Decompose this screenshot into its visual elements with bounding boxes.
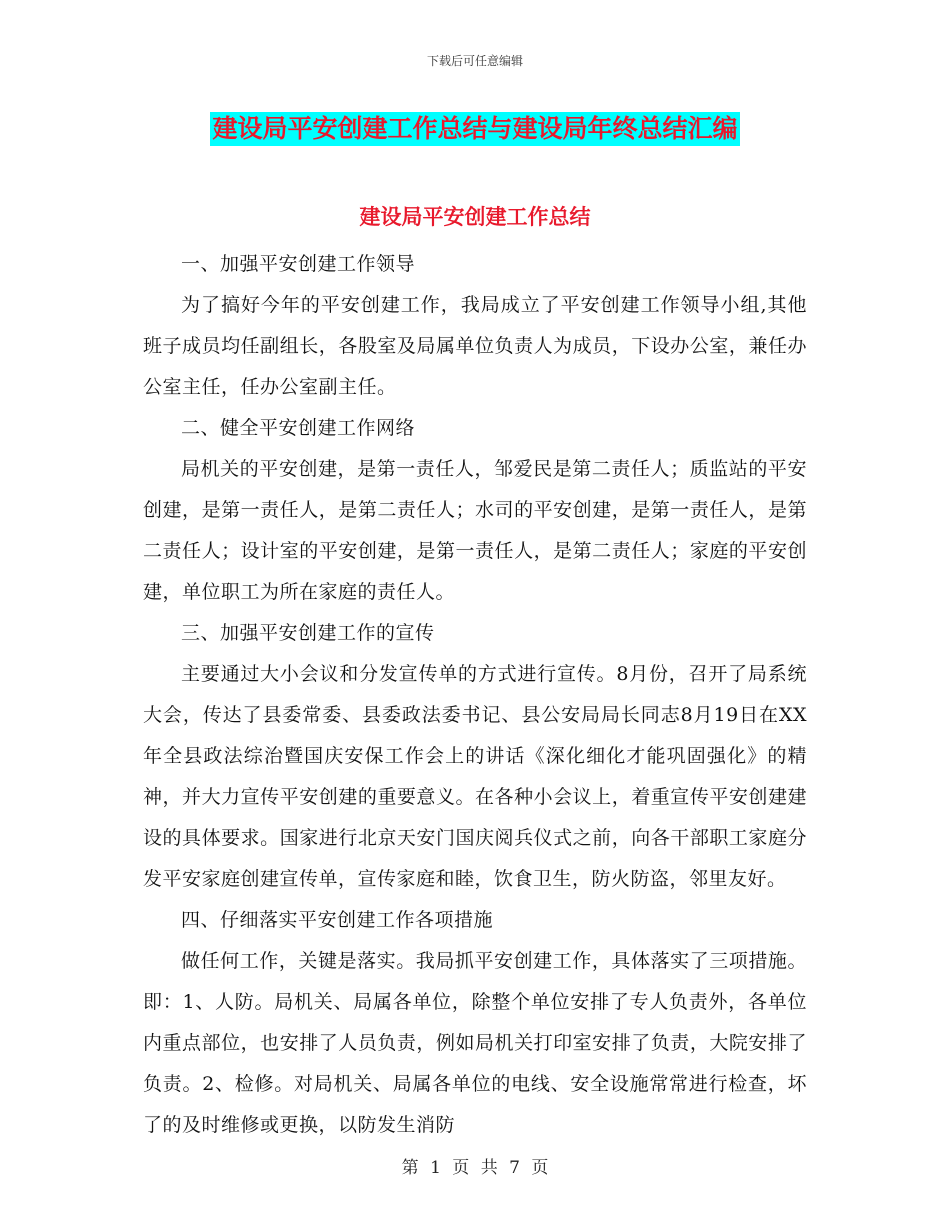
document-body [143, 244, 807, 1146]
section-title: 建设局平安创建工作总结 [359, 205, 591, 229]
document-title: 建设局平安创建工作总结与建设局年终总结汇编 [210, 112, 739, 146]
page-header-note: 下载后可任意编辑 [426, 54, 523, 68]
heading-network: 二、健全平安创建工作网络 [181, 417, 416, 439]
heading-publicity: 三、加强平安创建工作的宣传 [181, 622, 435, 644]
page-number: 第 1 页 共 7 页 [401, 1158, 549, 1178]
paragraph-publicity: 主要通过大小会议和分发宣传单的方式进行宣传。8月份，召开了局系统大会，传达了县委常委、县委政法委书记、县公安局局长同志8月19日在XX年全县政法综治暨国庆安保工作会上的讲话《深化细化才能巩固强化》的精神，并大力宣传平安创建的重要意义。在各种小会议上，着重宣传平安创建建设的具体要求。国家进行北京天安门国庆阅兵仪式之前，向各干部职工家庭分发平安家庭创建宣传单，宣传家庭和睦，饮食卫生，防火防盗，邻里友好。 [143, 663, 807, 890]
heading-leadership: 一、加强平安创建工作领导 [181, 253, 416, 275]
paragraph-measures: 做任何工作，关键是落实。我局抓平安创建工作，具体落实了三项措施。即：1、人防。局机关、局属各单位，除整个单位安排了专人负责外，各单位内重点部位，也安排了人员负责，例如局机关打印室安排了负责，大院安排了负责。2、检修。对局机关、局属各单位的电线、安全设施常常进行检查，坏了的及时维修或更换，以防发生消防 [143, 950, 807, 1136]
heading-measures: 四、仔细落实平安创建工作各项措施 [181, 909, 494, 931]
document-title-container [0, 112, 950, 146]
paragraph-leadership: 为了搞好今年的平安创建工作，我局成立了平安创建工作领导小组,其他班子成员均任副组长，各股室及局属单位负责人为成员，下设办公室，兼任办公室主任，任办公室副主任。 [143, 294, 807, 398]
paragraph-network: 局机关的平安创建，是第一责任人，邹爱民是第二责任人；质监站的平安创建，是第一责任人，是第二责任人；水司的平安创建，是第一责任人，是第二责任人；设计室的平安创建，是第一责任人，是第二责任人；家庭的平安创建，单位职工为所在家庭的责任人。 [143, 458, 807, 603]
